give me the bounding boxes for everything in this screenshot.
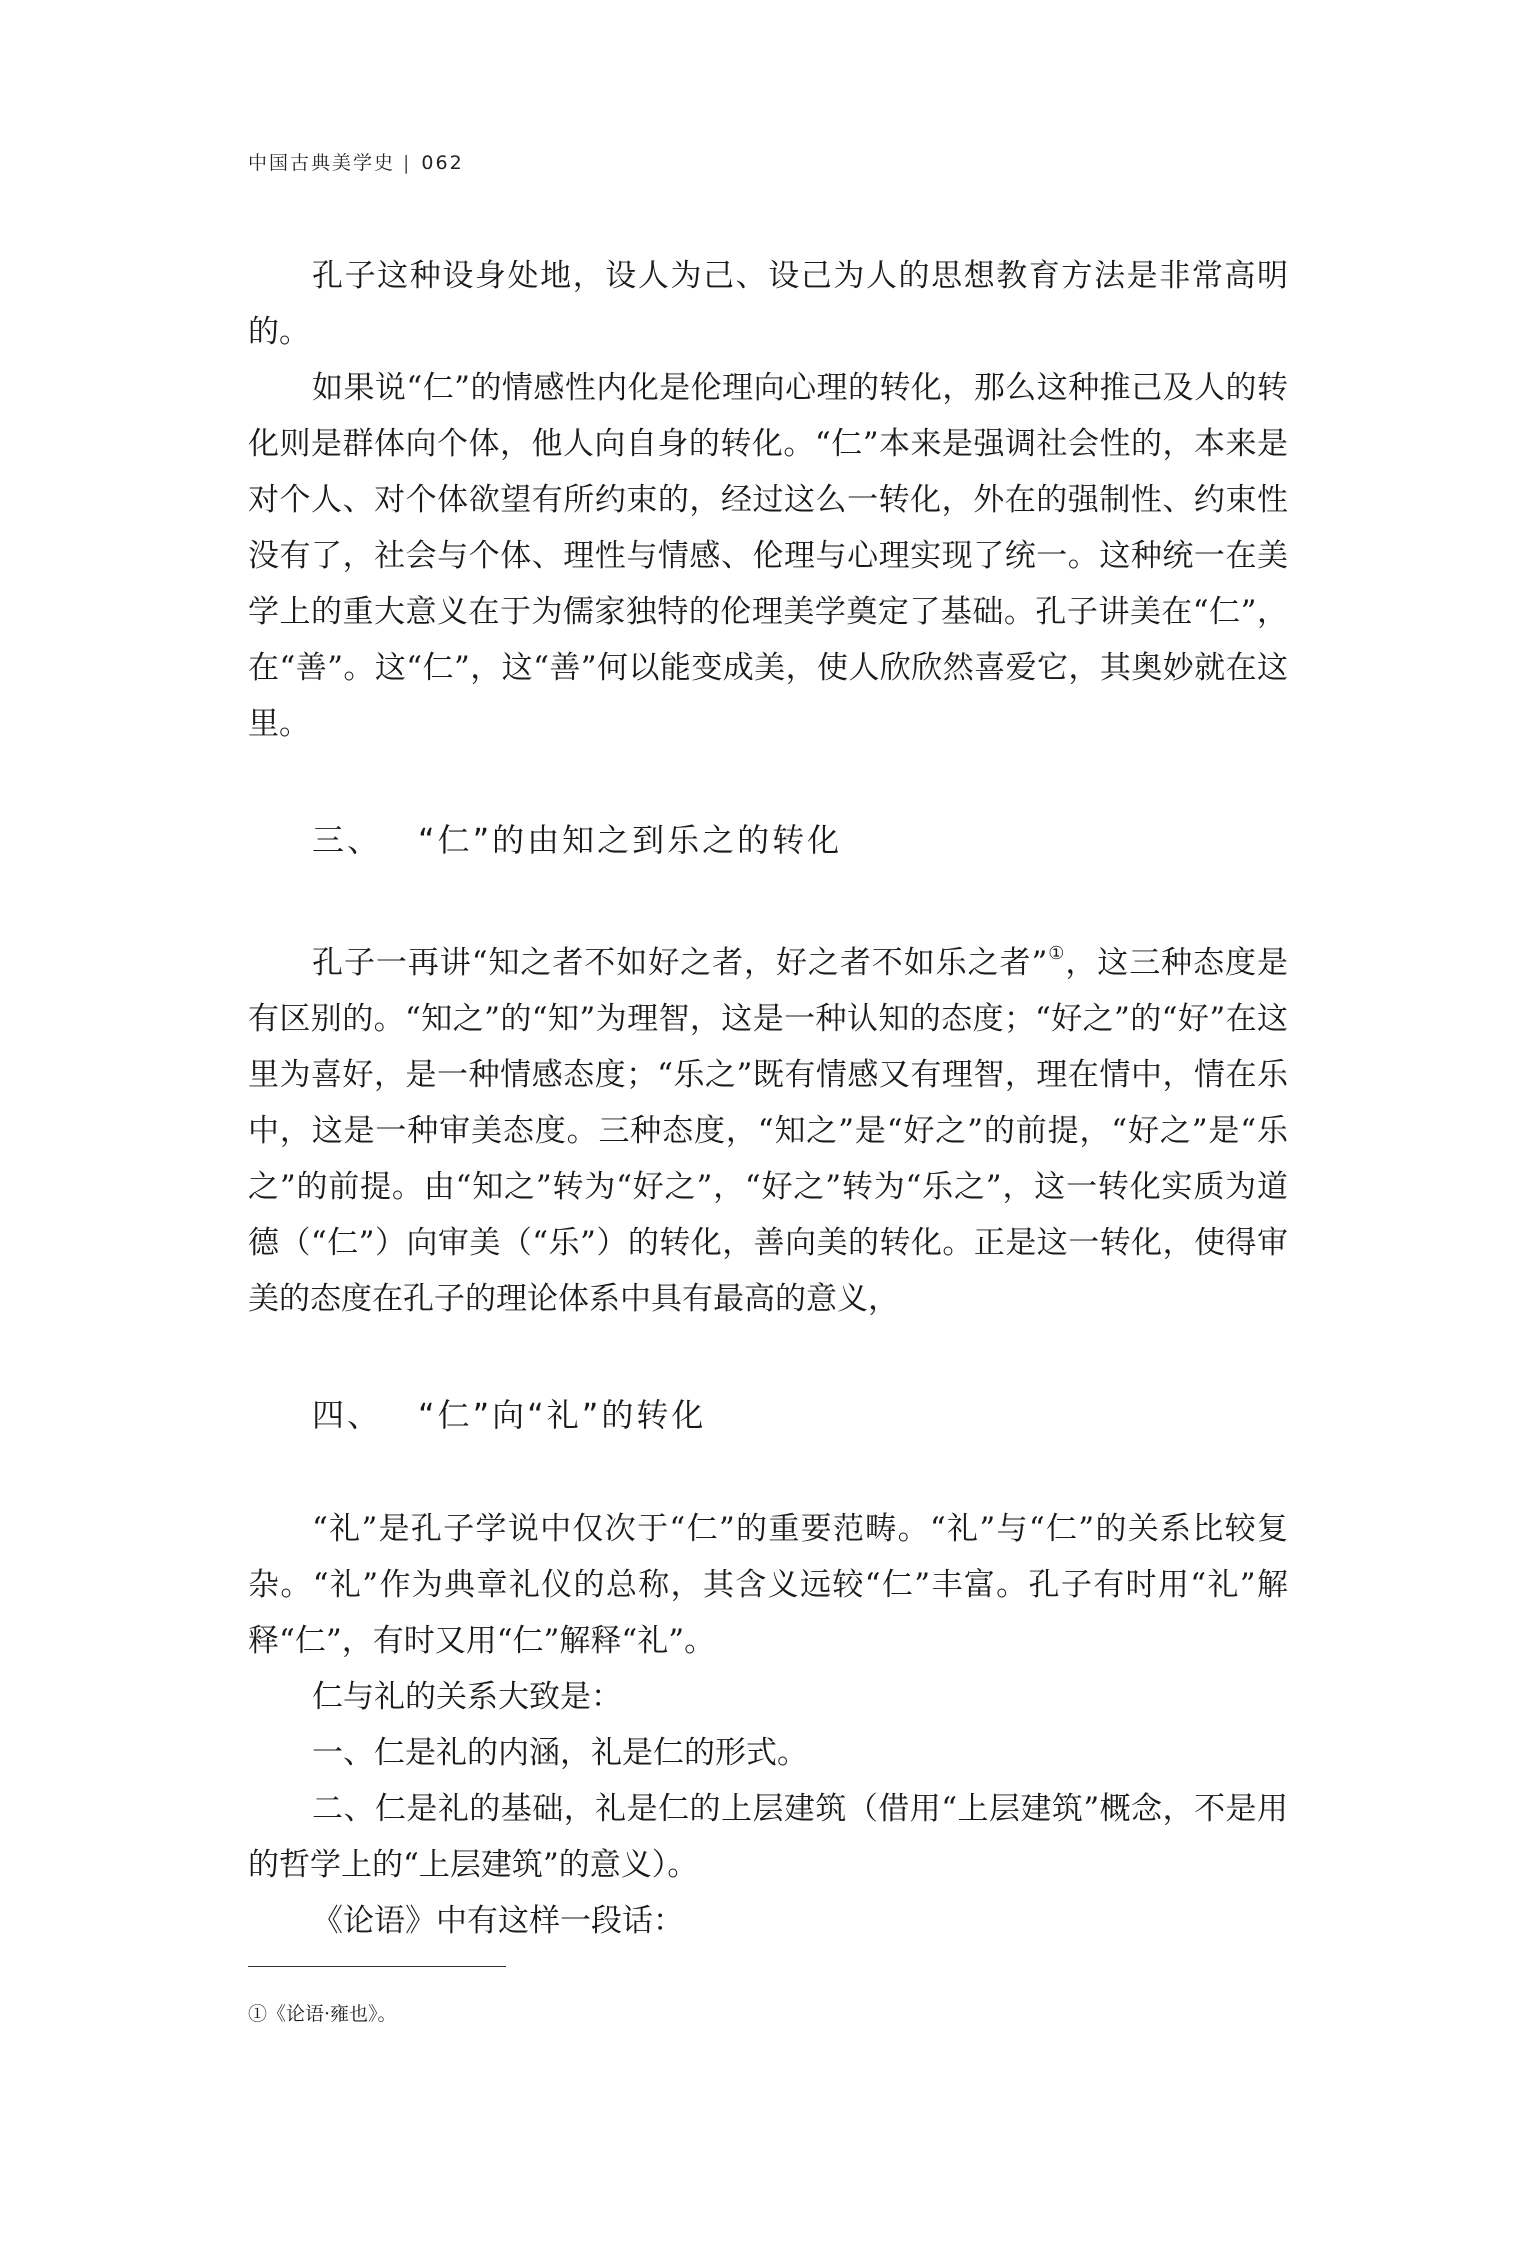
paragraph-text: 孔子一再讲“知之者不如好之者，好之者不如乐之者” — [312, 945, 1048, 981]
section-number: 四、 — [312, 1396, 383, 1434]
section-title: “仁”向“礼”的转化 — [418, 1396, 707, 1434]
footnote-divider — [248, 1966, 506, 1967]
header-separator: | — [403, 152, 412, 174]
footnote-marker[interactable]: ① — [1047, 943, 1066, 964]
footnote: ①《论语·雍也》。 — [248, 2003, 397, 2025]
section-title: “仁”的由知之到乐之的转化 — [418, 821, 843, 859]
paragraph: 一、仁是礼的内涵，礼是仁的形式。 — [312, 1735, 808, 1771]
paragraph — [248, 926, 1288, 1327]
paragraph-text: ，这三种态度是有区别的。“知之”的“知”为理智，这是一种认知的态度；“好之”的“好”在这里为喜好，是一种情感态度；“乐之”既有情感又有理智，理在情中，情在乐中，这是一种审美态度。三种态度，“知之”是“好之”的前提，“好之”是“乐之”的前提。由“知之”转为“好之”，“好之”转为“乐之”，这一转化实质为道德（“仁”）向审美（“乐”）的转化，善向美的转化。正是这一转化，使得审美的态度在孔子的理论体系中具有最高的意义， — [248, 945, 1289, 1317]
paragraph: 如果说“仁”的情感性内化是伦理向心理的转化，那么这种推己及人的转化则是群体向个体，他人向自身的转化。“仁”本来是强调社会性的，本来是对个人、对个体欲望有所约束的，经过这么一转化，外在的强制性、约束性没有了，社会与个体、理性与情感、伦理与心理实现了统一。这种统一在美学上的重大意义在于为儒家独特的伦理美学奠定了基础。孔子讲美在“仁”，在“善”。这“仁”，这“善”何以能变成美，使人欣欣然喜爱它，其奥妙就在这里。 — [248, 370, 1288, 742]
paragraph: 孔子这种设身处地，设人为己、设己为人的思想教育方法是非常高明的。 — [248, 258, 1288, 350]
running-header — [248, 148, 464, 175]
paragraph: 《论语》中有这样一段话： — [312, 1903, 684, 1939]
page-number: 062 — [421, 152, 464, 174]
book-title: 中国古典美学史 — [248, 152, 396, 174]
section-number: 三、 — [312, 821, 383, 859]
page-body — [248, 248, 1288, 1949]
paragraph: 二、仁是礼的基础，礼是仁的上层建筑（借用“上层建筑”概念，不是用的哲学上的“上层建筑”的意义）。 — [248, 1791, 1288, 1883]
section-heading-3 — [312, 812, 1288, 868]
paragraph: 仁与礼的关系大致是： — [312, 1679, 622, 1715]
section-heading-4 — [312, 1387, 1288, 1443]
paragraph: “礼”是孔子学说中仅次于“仁”的重要范畴。“礼”与“仁”的关系比较复杂。“礼”作为典章礼仪的总称，其含义远较“仁”丰富。孔子有时用“礼”解释“仁”，有时又用“仁”解释“礼”。 — [248, 1511, 1288, 1659]
